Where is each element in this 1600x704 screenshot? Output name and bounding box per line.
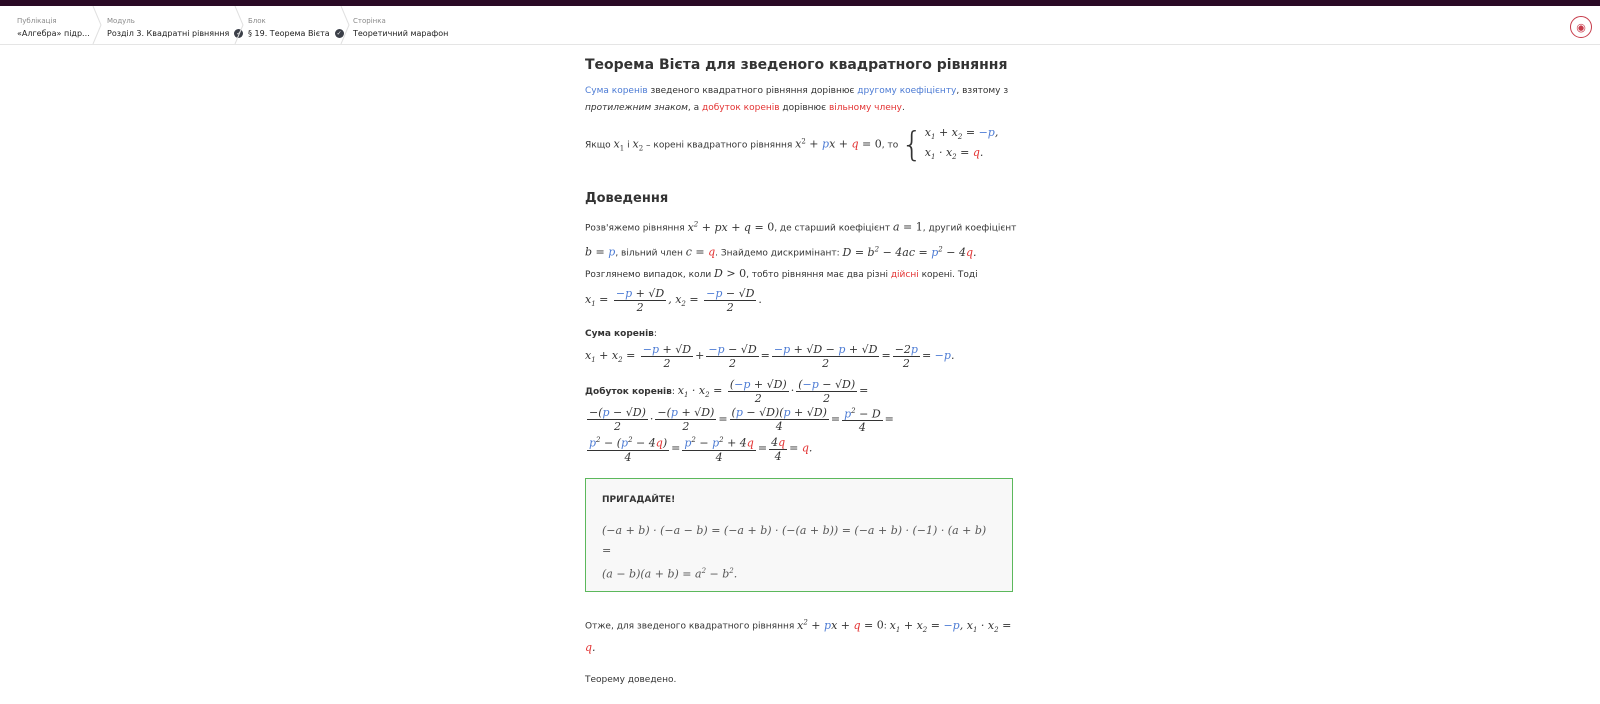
breadcrumb [0, 6, 1600, 45]
owl-logo-icon[interactable]: ◉ [1570, 16, 1592, 38]
conclusion: Отже, для зведеного квадратного рівняння $x^2$ + px + q = 0: $x_1 + x_2 = -p$, $x_1 \cdot x_2 = q$. [585, 618, 1012, 654]
remember-formula: (−a + b) · (−a − b) = (−a + b) · (−(a + b)) = (−a + b) · (−1) · (a + b) = $(a - b)(a + b) = a^2 - b^2$. [602, 524, 987, 581]
vieta-system: { $x_1 + x_2 = -p$, $x_1 \cdot x_2 = q$. [901, 125, 999, 166]
breadcrumb-caption: Сторінка [353, 17, 386, 25]
page-title: Теорема Вієта для зведеного квадратного рівняння [585, 57, 1008, 73]
breadcrumb-separator [340, 6, 350, 44]
remember-box [585, 478, 1013, 592]
breadcrumb-value: Розділ 3. Квадратні рівняння ✓ [107, 29, 242, 38]
chevron-down-icon[interactable]: ✓ [336, 30, 342, 37]
product-section: Добуток коренів: $x_1 \cdot x_2$ = $\frac{(-p + √D)}{2}$ · $\frac{(-p - √D)}{2}$ = $\frac{-(p - √D)}{2}$ · $\frac{-(p + √D)}{2}$ = $\frac{(p - √D)(p + √D)}{4}$ = $\frac{p^2 - D}{4}$ = $\frac{p^2 - (p^2 - 4q)}{4}$ = $\frac{p^2 - p^2 + 4q}{4}$ = $\frac{4q}{4}$ = q. [585, 377, 894, 464]
breadcrumb-value: «Алгебра» підр... [17, 29, 90, 38]
lesson-content [585, 44, 1025, 689]
theorem-statement: Сума коренів зведеного квадратного рівняння дорівнює другому коефіцієнту, взятому з протилежним знаком, а добуток коренів дорівнює вільному члену. [585, 86, 1009, 113]
sum-section: Сума коренів: $x_1 + x_2$ = $\frac{-p + √D}{2}$ + $\frac{-p - √D}{2}$ = $\frac{-p + √D - p + √D}{2}$ = $\frac{-2p}{2}$ = −p. [585, 328, 955, 370]
chevron-down-icon[interactable]: ✓ [236, 30, 242, 37]
breadcrumb-separator [234, 6, 244, 44]
remember-title: ПРИГАДАЙТЕ! [602, 495, 676, 505]
breadcrumb-caption: Публікація [17, 17, 57, 25]
proof-text: Розв'яжемо рівняння $x^2$ + px + q = 0, де старший коефіцієнт a = 1, другий коефіцієнт b = p, вільний член c = q. Знайдемо дискримінант: $D = b^2 - 4ac = p^2 - 4q$. Розглянемо випадок, коли D > 0, тобто рівняння має два різні дійсні корені. Тоді [585, 220, 1017, 280]
roots-formula: $x_1$ = $\frac{-p + √D}{2}$ , $x_2$ = $\frac{-p - √D}{2}$ . [585, 286, 762, 314]
breadcrumb-caption: Модуль [107, 17, 135, 25]
breadcrumb-separator [92, 6, 102, 44]
breadcrumb-caption: Блок [248, 17, 266, 25]
breadcrumb-value: Теоретичний марафон [353, 29, 449, 38]
theorem-formula: Якщо $x_1$ і $x_2$ – корені квадратного рівняння $x^2$ + px + q = 0, то { $x_1 + x_2 = -p$, $x_1 \cdot x_2 = q$. [585, 125, 999, 166]
proof-end: Теорему доведено. [585, 674, 677, 685]
proof-title: Доведення [585, 191, 669, 207]
breadcrumb-value: § 19. Теорема Вієта ✓ [248, 29, 342, 38]
